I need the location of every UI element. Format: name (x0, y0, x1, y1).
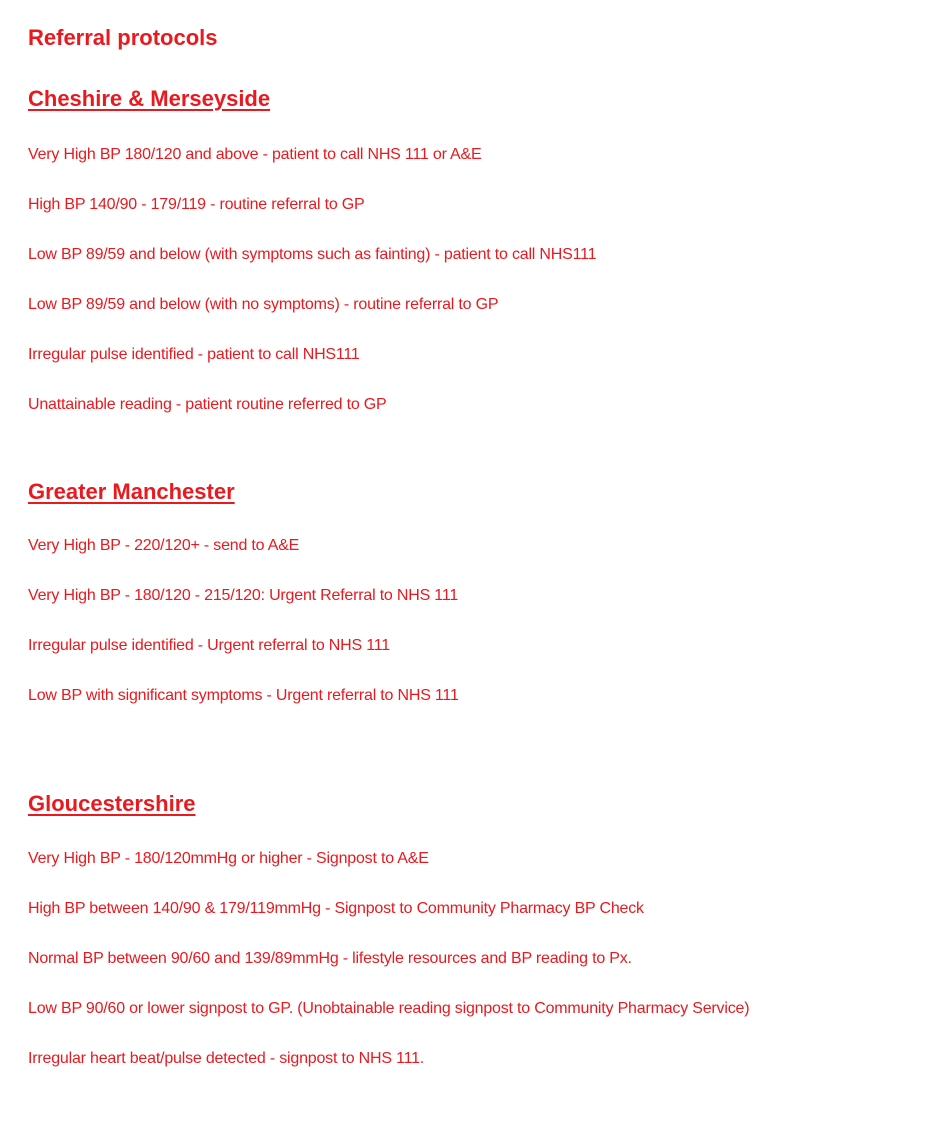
region-greater-manchester (28, 478, 933, 706)
protocol-list-greater-manchester (28, 536, 933, 706)
region-heading-cheshire-merseyside: Cheshire & Merseyside (28, 86, 271, 111)
protocol-item: Irregular pulse identified - patient to call NHS111 (28, 346, 360, 363)
protocol-list-gloucestershire (28, 849, 933, 1069)
protocol-item: High BP between 140/90 & 179/119mmHg - Signpost to Community Pharmacy BP Check (28, 900, 644, 917)
protocol-item: Irregular heart beat/pulse detected - signpost to NHS 111. (28, 1050, 425, 1067)
protocol-item: High BP 140/90 - 179/119 - routine referral to GP (28, 196, 365, 213)
protocol-item: Low BP 89/59 and below (with symptoms such as fainting) - patient to call NHS111 (28, 246, 597, 263)
protocol-item: Very High BP - 220/120+ - send to A&E (28, 537, 300, 554)
protocol-item: Low BP with significant symptoms - Urgent referral to NHS 111 (28, 687, 459, 704)
region-gloucestershire (28, 790, 933, 1069)
protocol-item: Unattainable reading - patient routine referred to GP (28, 396, 387, 413)
protocol-item: Irregular pulse identified - Urgent referral to NHS 111 (28, 637, 390, 654)
region-cheshire-merseyside (28, 85, 933, 415)
protocol-item: Low BP 90/60 or lower signpost to GP. (Unobtainable reading signpost to Community Pharmacy Service) (28, 1000, 750, 1017)
protocol-item: Normal BP between 90/60 and 139/89mmHg - lifestyle resources and BP reading to Px. (28, 950, 632, 967)
page-title: Referral protocols (28, 25, 218, 50)
region-heading-gloucestershire: Gloucestershire (28, 791, 196, 816)
protocol-item: Very High BP - 180/120mmHg or higher - Signpost to A&E (28, 850, 429, 867)
protocol-item: Low BP 89/59 and below (with no symptoms) - routine referral to GP (28, 296, 499, 313)
protocol-item: Very High BP 180/120 and above - patient to call NHS 111 or A&E (28, 146, 482, 163)
region-heading-greater-manchester: Greater Manchester (28, 479, 235, 504)
protocol-list-cheshire-merseyside (28, 145, 933, 415)
protocol-item: Very High BP - 180/120 - 215/120: Urgent Referral to NHS 111 (28, 587, 459, 604)
